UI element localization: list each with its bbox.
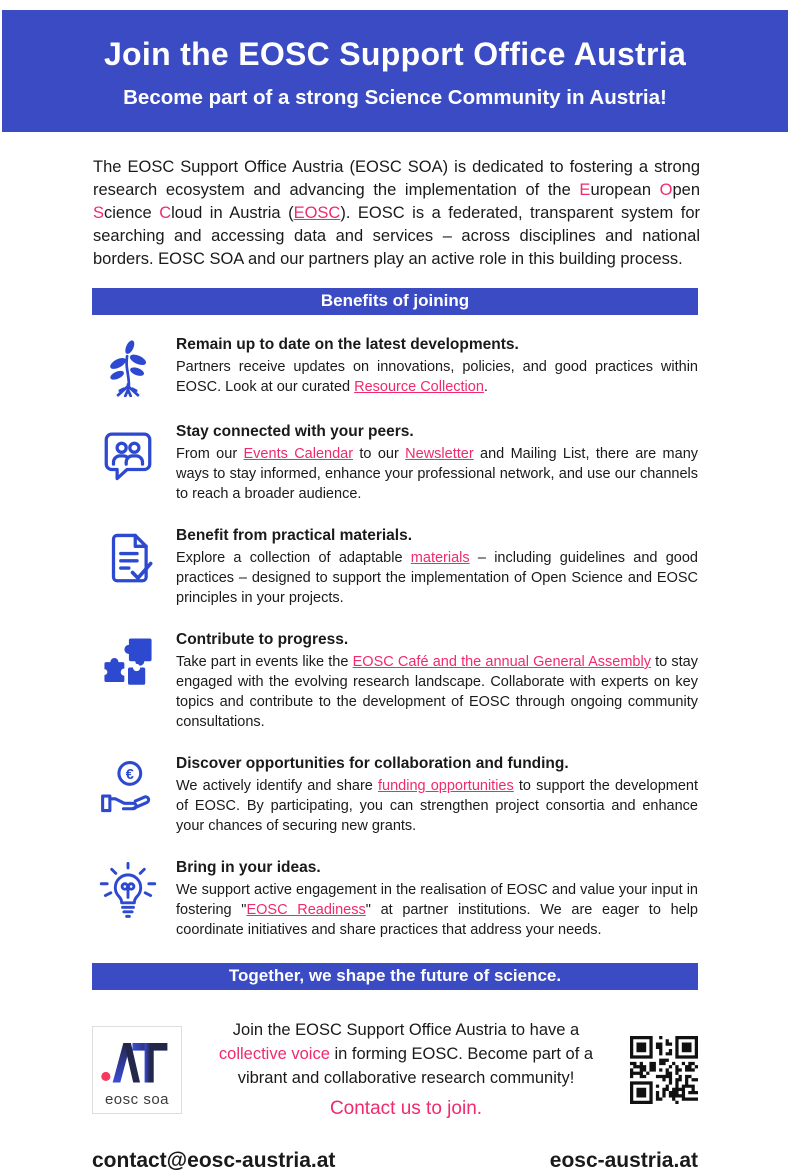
inline-link[interactable]: funding opportunities xyxy=(378,778,514,794)
benefit-item-peers xyxy=(92,423,698,504)
footer xyxy=(92,1018,698,1121)
benefit-item-funding xyxy=(92,755,698,836)
closing-banner: Together, we shape the future of science. xyxy=(92,963,698,990)
sprout-icon xyxy=(98,336,158,400)
benefit-body: Explore a collection of adaptable materials – including guidelines and good practices – designed to support the implementation of Open Science and EOSC principles in your projects. xyxy=(176,550,698,606)
hand-euro-icon xyxy=(98,755,158,819)
page-title: Join the EOSC Support Office Austria xyxy=(103,36,687,72)
benefit-item-progress xyxy=(92,631,698,732)
benefit-title: Contribute to progress. xyxy=(176,631,349,648)
benefits-list xyxy=(92,336,698,940)
benefit-body: We actively identify and share funding opportunities to support the development of EOSC. By participating, you can strengthen project consortia and enhance your chances of securing new grants. xyxy=(176,778,698,834)
benefit-title: Bring in your ideas. xyxy=(176,859,321,876)
contact-email[interactable]: contact@eosc-austria.at xyxy=(92,1149,336,1172)
contact-row xyxy=(92,1149,698,1173)
page-subtitle: Become part of a strong Science Community in Austria! xyxy=(123,86,667,109)
benefit-item-materials xyxy=(92,527,698,608)
inline-link[interactable]: materials xyxy=(410,550,470,566)
website-url[interactable]: eosc-austria.at xyxy=(549,1149,698,1172)
inline-link[interactable]: Newsletter xyxy=(405,446,474,462)
benefit-body: Take part in events like the EOSC Café and the annual General Assembly to stay engaged with the evolving research landscape. Collaborate with experts on key topics and contribute to the development of EOSC through ongoing community consultations. xyxy=(176,654,698,730)
inline-link[interactable]: Resource Collection xyxy=(354,379,484,395)
eosc-soa-logo xyxy=(92,1026,182,1114)
benefit-body: Partners receive updates on innovations, policies, and good practices within EOSC. Look at our curated Resource Collection. xyxy=(176,359,698,395)
contact-cta[interactable]: Contact us to join. xyxy=(329,1098,483,1119)
inline-link[interactable]: EOSC xyxy=(293,204,341,222)
inline-link[interactable]: EOSC Café and the annual General Assembly xyxy=(352,654,651,670)
benefit-body: From our Events Calendar to our Newsletter and Mailing List, there are many ways to stay informed, enhance your professional network, and use our channels to reach a broader audience. xyxy=(176,446,699,502)
puzzle-icon xyxy=(98,631,158,695)
qr-code-svg xyxy=(630,1036,698,1104)
benefit-item-updates xyxy=(92,336,698,400)
benefit-title: Stay connected with your peers. xyxy=(176,423,414,440)
benefit-body: We support active engagement in the realisation of EOSC and value your input in fostering "EOSC Readiness" at partner institutions. We are eager to help coordinate initiatives and share practices that address your needs. xyxy=(176,882,698,938)
svg-text:€: € xyxy=(125,766,134,783)
inline-link[interactable]: Events Calendar xyxy=(243,446,354,462)
inline-link[interactable]: EOSC Readiness xyxy=(246,902,366,918)
header-banner xyxy=(2,10,788,132)
benefits-heading-banner: Benefits of joining xyxy=(92,288,698,315)
lightbulb-icon xyxy=(98,859,158,923)
intro-paragraph: The EOSC Support Office Austria (EOSC SOA) is dedicated to fostering a strong research ecosystem and advancing the implementation of the European Open Science Cloud in Austria (EOSC). EOSC is a federated, transparent system for searching and accessing data and services – across disciplines and national borders. EOSC SOA and our partners play an active role in this building process. xyxy=(93,158,701,268)
logo-caption: eosc soa xyxy=(104,1090,170,1108)
benefit-item-ideas xyxy=(92,859,698,940)
benefit-title: Benefit from practical materials. xyxy=(176,527,413,544)
benefit-title: Discover opportunities for collaboration and funding. xyxy=(176,755,569,772)
footer-message: Join the EOSC Support Office Austria to have a collective voice in forming EOSC. Become part of a vibrant and collaborative research community! xyxy=(218,1021,594,1087)
peers-chat-icon xyxy=(98,423,158,487)
document-check-icon xyxy=(98,527,158,591)
benefit-title: Remain up to date on the latest developments. xyxy=(176,336,519,353)
qr-code xyxy=(630,1036,698,1104)
